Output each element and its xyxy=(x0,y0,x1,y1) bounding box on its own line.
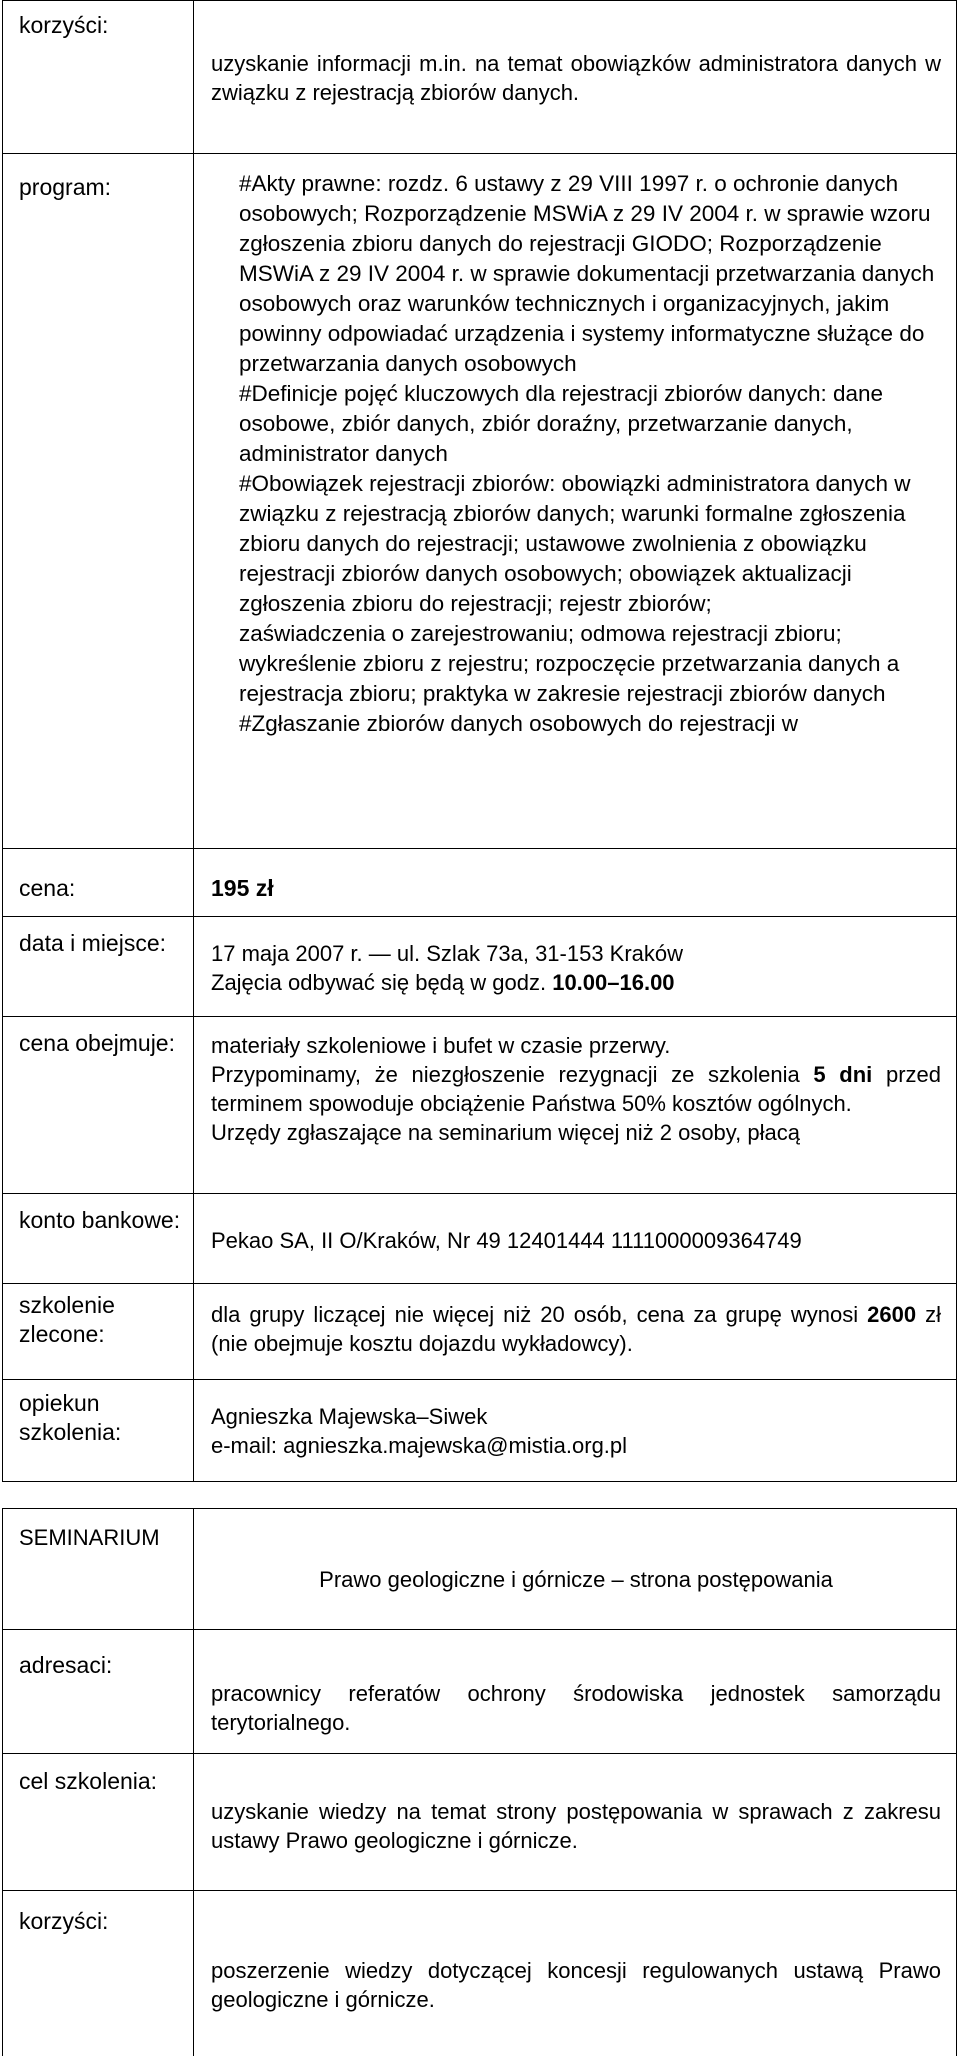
program-content xyxy=(239,169,941,837)
cena-obejmuje-line2 xyxy=(211,1060,941,1118)
adresaci-label: adresaci: xyxy=(19,1652,113,1678)
korzysci-text: uzyskanie informacji m.in. na temat obowiązków administratora danych w związku z rejestracją zbiorów danych. xyxy=(211,51,941,105)
opiekun-label: opiekun szkolenia: xyxy=(19,1390,122,1445)
cena-obejmuje-line3: Urzędy zgłaszające na seminarium więcej niż 2 osoby, płacą xyxy=(211,1120,800,1145)
cel-label: cel szkolenia: xyxy=(19,1768,158,1794)
row-separator xyxy=(3,1379,956,1380)
program-paragraph-obowiazek: #Obowiązek rejestracji zbiorów: obowiązki administratora danych w związku z rejestracją zbiorów danych; warunki formalne zgłoszenia zbioru danych do rejestracji; ustawowe zwolnienia z obowiązku rejestracji zbiorów danych osobowych; obowiązek aktualizacji zgłoszenia zbioru do rejestracji; rejestr zbiorów; xyxy=(239,471,911,616)
row-separator xyxy=(3,916,956,917)
group-price-prefix: dla grupy liczącej nie więcej niż 20 osób, cena za grupę wynosi xyxy=(211,1302,868,1327)
row-separator xyxy=(3,848,956,849)
cena-amount: 195 zł xyxy=(211,875,274,901)
cena-obejmuje-line1: materiały szkoleniowe i bufet w czasie przerwy. xyxy=(211,1033,671,1058)
data-miejsce-line2 xyxy=(211,968,941,997)
adresaci-text: pracownicy referatów ochrony środowiska jednostek samorządu terytorialnego. xyxy=(211,1681,941,1735)
hours-value: 10.00–16.00 xyxy=(552,970,675,995)
row-separator xyxy=(3,1890,956,1891)
program-paragraph-definicje: #Definicje pojęć kluczowych dla rejestracji zbiorów danych: dane osobowe, zbiór danych, zbiór doraźny, przetwarzanie danych, administrator danych xyxy=(239,381,884,466)
korzysci-label: korzyści: xyxy=(19,12,109,38)
data-miejsce-label: data i miejsce: xyxy=(19,930,167,956)
cel-text: uzyskanie wiedzy na temat strony postępowania w sprawach z zakresu ustawy Prawo geologiczne i górnicze. xyxy=(211,1799,941,1853)
korzysci2-label: korzyści: xyxy=(19,1908,109,1934)
program-paragraph-zglaszanie: #Zgłaszanie zbiorów danych osobowych do rejestracji w xyxy=(239,711,799,736)
program-paragraph-akty: #Akty prawne: rozdz. 6 ustawy z 29 VIII 1997 r. o ochronie danych osobowych; Rozporządzenie MSWiA z 29 IV 2004 r. w sprawie wzoru zgłoszenia zbioru danych do rejestracji GIODO; Rozporządzenie MSWiA z 29 IV 2004 r. w sprawie dokumentacji przetwarzania danych osobowych oraz warunków technicznych i organizacyjnych, jakim powinny odpowiadać urządzenia i systemy informatyczne służące do przetwarzania danych osobowych xyxy=(239,171,935,376)
program-label: program: xyxy=(19,174,112,200)
cena-label: cena: xyxy=(19,875,76,901)
row-separator xyxy=(3,1193,956,1194)
konto-label: konto bankowe: xyxy=(19,1207,181,1233)
cena-obejmuje-label: cena obejmuje: xyxy=(19,1030,175,1056)
course-table-prawo-geologiczne xyxy=(2,1508,957,2056)
cena-value xyxy=(211,874,941,903)
seminarium-label: SEMINARIUM xyxy=(19,1525,160,1550)
seminarium-title: Prawo geologiczne i górnicze – strona postępowania xyxy=(319,1567,833,1592)
rezygnacja-days: 5 dni xyxy=(813,1062,873,1087)
course-table-rejestracja xyxy=(2,0,957,1482)
row-separator xyxy=(3,1283,956,1284)
opiekun-name: Agnieszka Majewska–Siwek xyxy=(211,1404,488,1429)
group-price-suffix: zł (nie obejmuje kosztu dojazdu wykładowcy). xyxy=(211,1302,942,1356)
opiekun-email: e-mail: agnieszka.majewska@mistia.org.pl xyxy=(211,1433,628,1458)
group-price-value: 2600 xyxy=(867,1302,917,1327)
opiekun-content xyxy=(211,1402,941,1460)
rezygnacja-suffix: przed terminem spowoduje obciążenie Państwa 50% kosztów ogólnych. xyxy=(211,1062,941,1116)
data-miejsce-content xyxy=(211,939,941,997)
cena-obejmuje-content xyxy=(211,1031,941,1191)
row-separator xyxy=(3,1016,956,1017)
szkolenie-zlecone-label: szkolenie zlecone: xyxy=(19,1292,115,1347)
korzysci2-text: poszerzenie wiedzy dotyczącej koncesji regulowanych ustawą Prawo geologiczne i górnicze. xyxy=(211,1958,941,2012)
row-separator xyxy=(3,1753,956,1754)
rezygnacja-prefix: Przypominamy, że niezgłoszenie rezygnacji ze szkolenia xyxy=(211,1062,814,1087)
data-miejsce-line1: 17 maja 2007 r. — ul. Szlak 73a, 31-153 Kraków xyxy=(211,941,684,966)
row-separator xyxy=(3,153,956,154)
konto-number: Pekao SA, II O/Kraków, Nr 49 12401444 1111000009364749 xyxy=(211,1228,802,1253)
hours-prefix: Zajęcia odbywać się będą w godz. xyxy=(211,970,553,995)
column-divider xyxy=(193,1,194,1481)
program-paragraph-zaswiadczenia: zaświadczenia o zarejestrowaniu; odmowa rejestracji zbioru; wykreślenie zbioru z rejestru; rozpoczęcie przetwarzania danych a rejestracja zbioru; praktyka w zakresie rejestracji zbiorów danych xyxy=(239,621,900,706)
column-divider xyxy=(193,1509,194,2056)
row-separator xyxy=(3,1629,956,1630)
szkolenie-zlecone-content xyxy=(211,1300,941,1358)
